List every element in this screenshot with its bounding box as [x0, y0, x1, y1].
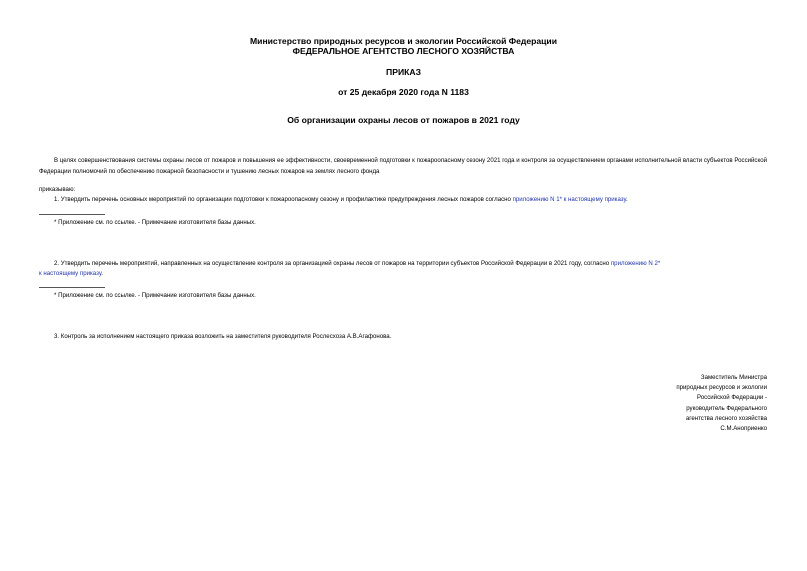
- item-1-end: .: [625, 196, 628, 203]
- footnote-2: * Приложение см. по ссылке. - Примечание изготовителя базы данных.: [54, 292, 256, 299]
- footnote-1: * Приложение см. по ссылке. - Примечание изготовителя базы данных.: [54, 219, 256, 226]
- document-date: от 25 декабря 2020 года N 1183: [338, 87, 469, 97]
- appendix-2-link[interactable]: приложению N 2*: [610, 260, 661, 267]
- footnote-separator-2: [39, 287, 105, 288]
- signature-line: природных ресурсов и экологии: [676, 384, 767, 392]
- agency-name: ФЕДЕРАЛЬНОЕ АГЕНТСТВО ЛЕСНОГО ХОЗЯЙСТВА: [292, 46, 515, 56]
- item-3-paragraph: 3. Контроль за исполнением настоящего приказа возложить на заместителя руководителя Рослесхоза А.В.Агафонова.: [54, 333, 392, 340]
- order-word: приказываю:: [39, 186, 76, 193]
- signature-line: агентства лесного хозяйства: [685, 414, 767, 422]
- signature-block: [676, 373, 767, 434]
- item-2-text: 2. Утвердить перечень мероприятий, направленных на осуществление контроля за организацией охраны лесов от пожаров на территории субъектов Российской Федерации в 2021 году, согласно: [54, 260, 611, 267]
- item-1-text: 1. Утвердить перечень основных мероприятий по организации подготовки к пожароопасному сезону и профилактике предупреждения лесных пожаров согласно: [54, 196, 513, 203]
- document-type: ПРИКАЗ: [386, 67, 421, 77]
- appendix-2-link-continuation[interactable]: к настоящему приказу: [39, 270, 102, 277]
- signatory-name: С.М.Аноприенко: [720, 425, 767, 433]
- document-title: Об организации охраны лесов от пожаров в 2021 году: [287, 115, 520, 125]
- signature-line: руководитель Федерального: [686, 404, 767, 412]
- item-2-continuation: [39, 269, 103, 279]
- appendix-1-link[interactable]: приложению N 1* к настоящему приказу: [512, 196, 626, 203]
- item-2-end: .: [101, 270, 103, 277]
- item-2-paragraph: [54, 259, 660, 269]
- ministry-name: Министерство природных ресурсов и экологии Российской Федерации: [250, 36, 557, 46]
- signature-line: Российской Федерации -: [697, 394, 767, 402]
- preamble-paragraph: В целях совершенствования системы охраны лесов от пожаров и повышения ее эффективности, своевременной подготовки к пожароопасному сезону 2021 года и контроля за осуществлением органами исполнительной власти субъектов Российской Федерации полномочий по обеспечению пожарной безопасности и тушению лесных пожаров на землях лесного фонда: [39, 157, 767, 175]
- signature-line: Заместитель Министра: [700, 374, 767, 381]
- item-1-paragraph: [54, 195, 628, 205]
- footnote-separator-1: [39, 214, 105, 215]
